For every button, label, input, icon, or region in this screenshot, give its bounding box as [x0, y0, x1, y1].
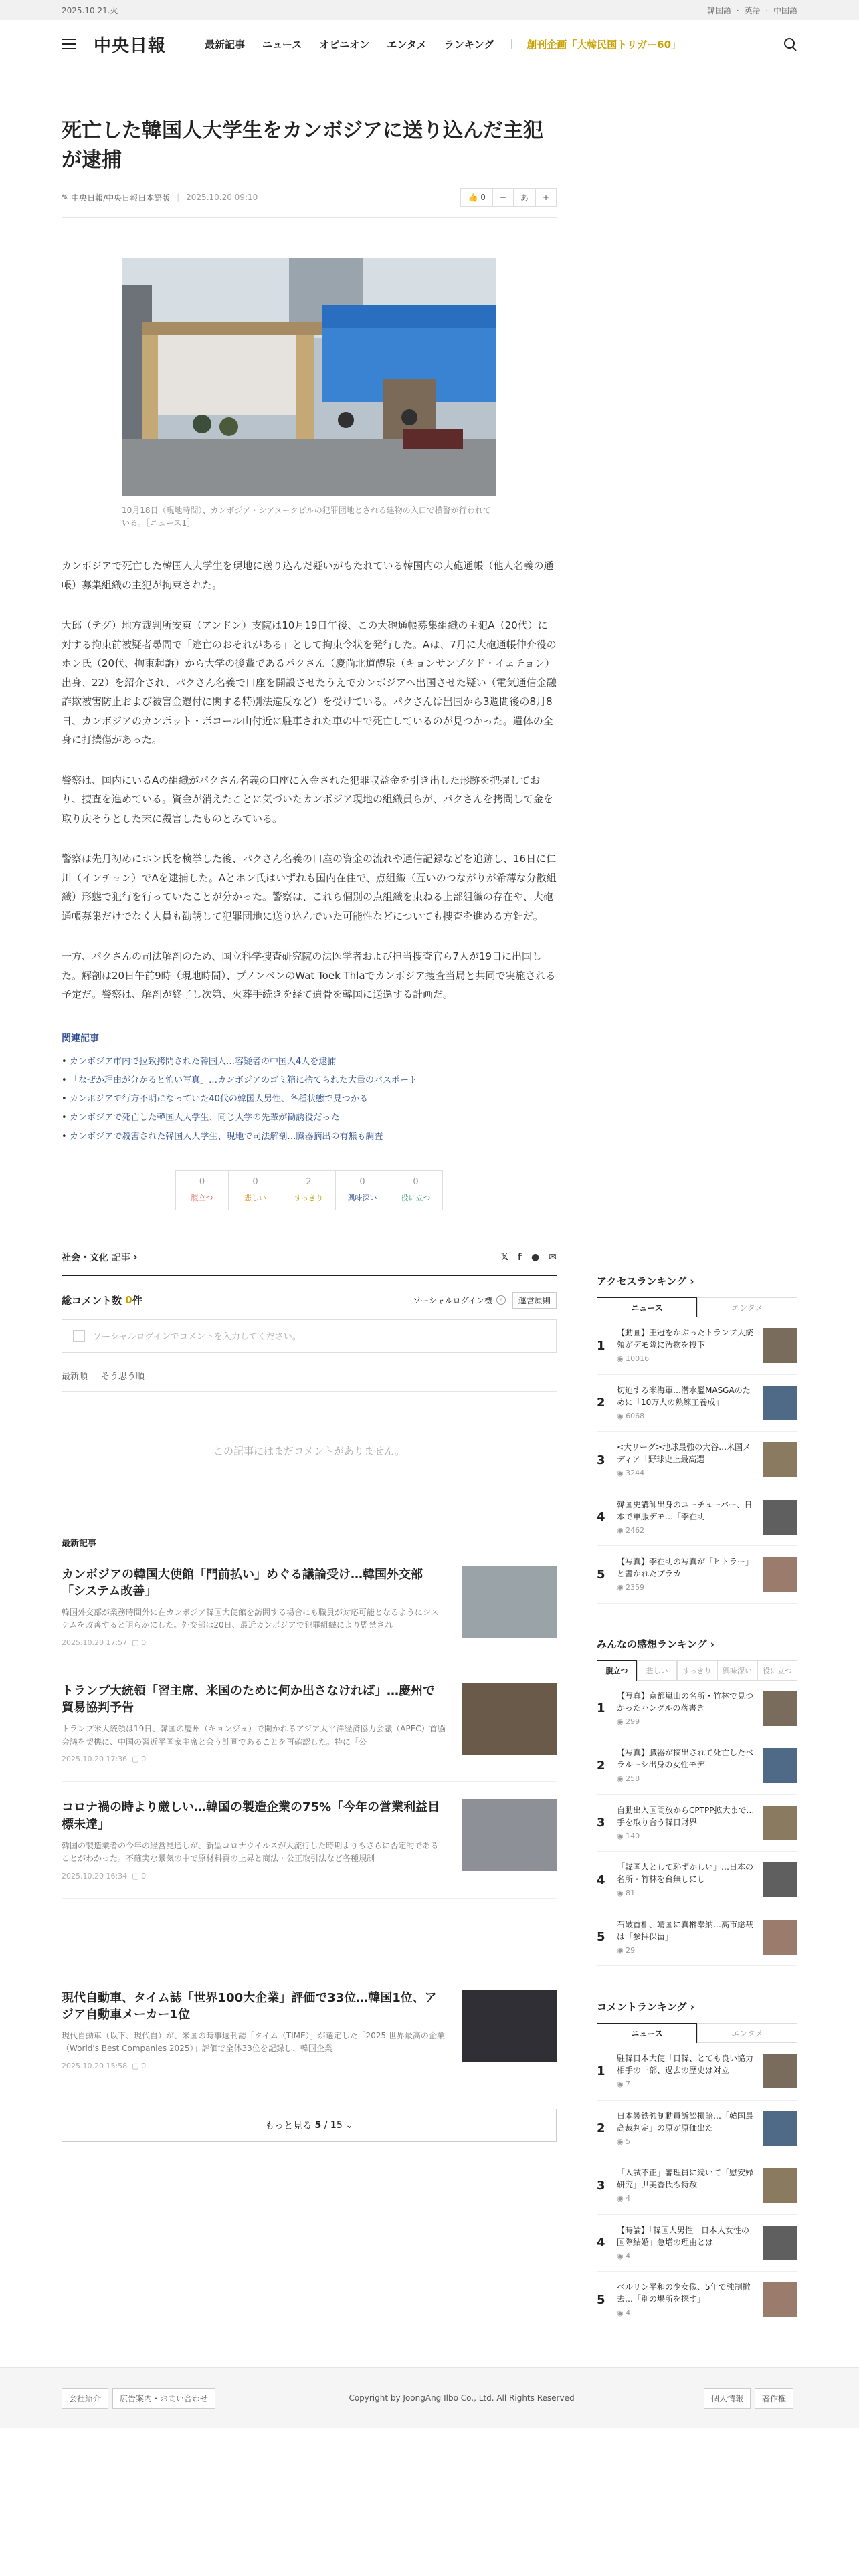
- news-thumbnail[interactable]: [462, 1566, 557, 1638]
- news-summary: 韓国外交部が業務時間外に在カンボジア韓国大使館を訪問する場合にも職員が対応可能となるようにシステムを改善すると明らかにした。外交部は20日、最近カンボジアで犯罪組織により監禁され: [62, 1607, 439, 1630]
- x-share-icon[interactable]: 𝕏: [500, 1251, 508, 1263]
- comment-ranking-title: コメントランキング: [597, 2001, 687, 2013]
- eye-icon: ◉: [617, 2080, 626, 2088]
- ranking-item[interactable]: [597, 1375, 797, 1432]
- ranking-title: 韓国史講師出身のユーチューバー、日本で軍服デモ…「李在明: [617, 1499, 753, 1521]
- view-count: 2359: [626, 1583, 645, 1592]
- ranking-title: 石破首相、靖国に真榊奉納…高市総裁は「参拝保留」: [617, 1919, 754, 1941]
- footer-advertising[interactable]: 広告案内・お問い合わせ: [112, 2388, 215, 2409]
- article-figure: [122, 258, 496, 530]
- eye-icon: ◉: [617, 2309, 626, 2317]
- site-footer: [0, 2367, 859, 2428]
- ranking-item[interactable]: [597, 2101, 797, 2158]
- related-link[interactable]: • カンボジアで殺害された韓国人大学生、現地で司法解剖…臓器摘出の有無も調査: [62, 1128, 557, 1146]
- comment-icon: [73, 1330, 85, 1342]
- rank-number: 5: [597, 2292, 605, 2307]
- sort-agree[interactable]: そう思う順: [101, 1371, 145, 1382]
- article-paragraph: 一方、パクさんの司法解剖のため、国立科学捜査研究院の法医学者および担当捜査官ら7人が19日に出国した。解剖は20日午前9時（現地時間）、プノンペンのWat Toek Thlaでカンボジア捜査当局と共同で実施される予定だ。警察は、解剖が終了し次第、火葬手続きを経て遺骨を韓国に送還する計画だ。: [62, 950, 556, 1001]
- reaction-label: 腹立つ: [191, 1193, 213, 1202]
- tab-entertainment[interactable]: エンタメ: [697, 2023, 797, 2043]
- reaction-label: 興味深い: [347, 1193, 377, 1202]
- article-title: 死亡した韓国人大学生をカンボジアに送り込んだ主犯が逮捕: [62, 119, 543, 172]
- footer-privacy[interactable]: 個人情報: [704, 2388, 751, 2409]
- related-link[interactable]: • カンボジアで死亡した韓国人大学生、同じ大学の先輩が勧誘役だった: [62, 1109, 557, 1128]
- sort-latest[interactable]: 最新順: [62, 1371, 88, 1382]
- eye-icon: ◉: [617, 1717, 626, 1726]
- article-paragraph: 大邱（テグ）地方裁判所安東（アンドン）支院は10月19日午後、この大砲通帳募集組織の主犯A（20代）に対する拘束前被疑者尋問で「逃亡のおそれがある」として拘束令状を発行した。Aは、7月に大砲通帳仲介役のホン氏（20代、拘束起訴）から大学の後輩であるパクさん（慶尚北道醴泉（キョンサンブクド・イェチョン）出身、22）を紹介され、パクさん名義で口座を開設させたうえでカンボジアへ出国させた疑い（電気通信金融詐欺被害防止および被害金還付に関する特別法違反など）を受けている。パクさんは出国から3週間後の8月8日、カンボジアのカンポット・ボコール山付近に駐車された車の中で死亡しているのが見つかった。遺体の全身に打撲傷があった。: [62, 619, 557, 746]
- section-bar: [62, 1251, 557, 1276]
- comment-ranking-tabs: [597, 2023, 797, 2043]
- ranking-title: ベルリン平和の少女像、5年で強制撤去…「別の場所を探す」: [617, 2282, 751, 2304]
- ranking-title: <大リーグ>地球最強の大谷…米国メディア「野球史上最高選: [617, 1442, 751, 1464]
- rank-number: 2: [597, 2121, 605, 2136]
- rank-number: 1: [597, 1701, 605, 1716]
- chevron-right-icon: ›: [710, 1638, 714, 1650]
- font-larger-button[interactable]: +: [536, 188, 557, 207]
- news-comment-count: 0: [141, 2062, 147, 2071]
- line-share-icon[interactable]: ●: [531, 1251, 540, 1263]
- eye-icon: ◉: [617, 1831, 626, 1840]
- ranking-title: 【動画】王冠をかぶったトランプ大統領がデモ隊に汚物を投下: [617, 1328, 754, 1350]
- view-count: 5: [626, 2137, 631, 2146]
- chevron-down-icon: ⌄: [345, 2120, 353, 2131]
- news-title[interactable]: トランプ大統領「習主席、米国のために何か出さなければ」…慶州で貿易協判予告: [62, 1683, 435, 1715]
- reaction-button[interactable]: [229, 1170, 282, 1210]
- ranking-item[interactable]: [597, 2043, 797, 2101]
- rank-number: 3: [597, 1816, 605, 1830]
- current-date: 2025.10.21.火: [62, 5, 118, 15]
- eye-icon: ◉: [617, 1774, 626, 1783]
- ranking-thumbnail: [763, 1862, 797, 1897]
- news-thumbnail[interactable]: [462, 1799, 557, 1871]
- ranking-item[interactable]: [597, 2157, 797, 2215]
- main-nav: [205, 37, 698, 51]
- ranking-item[interactable]: [597, 2215, 797, 2272]
- rank-number: 1: [597, 1338, 605, 1353]
- reaction-button[interactable]: [336, 1170, 389, 1210]
- empty-comments: この記事にはまだコメントがありません。: [62, 1392, 557, 1513]
- eye-icon: ◉: [617, 1945, 626, 1955]
- ranking-thumbnail: [763, 2111, 797, 2146]
- copyright: Copyright by JoongAng Ilbo Co., Ltd. All Rights Reserved: [349, 2393, 575, 2403]
- article-body: [62, 556, 557, 1004]
- rank-number: 3: [597, 2178, 605, 2193]
- rank-number: 5: [597, 1567, 605, 1582]
- comment-count-label: 総コメント数: [62, 1294, 122, 1307]
- eye-icon: ◉: [617, 1525, 626, 1535]
- ranking-thumbnail: [763, 1748, 797, 1783]
- eye-icon: ◉: [617, 1354, 626, 1363]
- news-summary: 現代自動車（以下、現代自）が、米国の時事週刊誌「タイム（TIME）」が選定した「2025 世界最高の企業（World's Best Companies 2025）」評価で全体33位を記録し、韓国企業: [62, 2031, 445, 2054]
- ranking-thumbnail: [763, 1442, 797, 1477]
- ranking-title: 「入試不正」審理員に続いて「慰安婦研究」尹美香氏も特赦: [617, 2168, 754, 2189]
- eye-icon: ◉: [617, 1583, 626, 1592]
- rank-number: 5: [597, 1930, 605, 1945]
- latest-heading: 最新記事: [62, 1538, 97, 1549]
- comment-icon: ▢: [132, 1755, 142, 1764]
- ranking-thumbnail: [763, 1557, 797, 1592]
- ranking-item[interactable]: [597, 1317, 797, 1375]
- nav-opinion[interactable]: オピニオン: [319, 38, 370, 51]
- tab-interesting[interactable]: 興味深い: [717, 1660, 757, 1681]
- nav-ranking[interactable]: ランキング: [444, 38, 494, 51]
- tab-news[interactable]: ニュース: [597, 1297, 697, 1317]
- ranking-thumbnail: [763, 2226, 797, 2260]
- reaction-count: 0: [359, 1176, 365, 1187]
- news-item[interactable]: [62, 1782, 557, 1898]
- help-icon[interactable]: ?: [496, 1295, 506, 1305]
- social-login-label: ソーシャルログイン機: [413, 1295, 492, 1305]
- impression-ranking: [597, 1637, 797, 1967]
- news-comment-count: 0: [141, 1638, 147, 1647]
- thumb-up-icon: 👍: [468, 193, 481, 202]
- tab-news[interactable]: ニュース: [597, 2023, 697, 2043]
- footer-company[interactable]: 会社紹介: [62, 2388, 108, 2409]
- footer-copyright[interactable]: 著作権: [755, 2388, 793, 2409]
- reaction-label: 悲しい: [244, 1193, 266, 1202]
- chevron-right-icon: ›: [690, 2001, 694, 2013]
- section-category[interactable]: 社会・文化: [62, 1252, 108, 1263]
- chevron-right-icon: ›: [690, 1275, 694, 1287]
- news-title[interactable]: カンボジアの韓国大使館「門前払い」めぐる議論受け…韓国外交部「システム改善」: [62, 1567, 423, 1598]
- news-item[interactable]: [62, 1549, 557, 1665]
- section-suffix: 記事: [111, 1252, 130, 1263]
- reaction-label: 役に立つ: [401, 1193, 431, 1202]
- tab-useful[interactable]: 役に立つ: [757, 1660, 797, 1681]
- comment-icon: ▢: [132, 1871, 142, 1881]
- article-paragraph: 警察は、国内にいるAの組織がパクさん名義の口座に入金された犯罪収益金を引き出した形跡を把握しており、捜査を進めている。資金が消えたことに気づいたカンボジア現地の組織員らが、パクさんを拷問して金を取り戻そうとした末に殺害したものとみている。: [62, 774, 554, 825]
- news-date: 2025.10.20 17:57: [62, 1638, 128, 1647]
- view-count: 7: [626, 2080, 631, 2088]
- font-size-label: あ: [514, 188, 536, 207]
- ranking-title: 【時論】「韓国人男性－日本人女性の国際結婚」急増の理由とは: [617, 2225, 750, 2247]
- tab-refreshing[interactable]: すっきり: [677, 1660, 717, 1681]
- reaction-count: 0: [252, 1176, 258, 1187]
- view-count: 4: [626, 2309, 631, 2317]
- ranking-title: 切迫する米海軍…潜水艦MASGAのために「10万人の熟練工養成」: [617, 1385, 751, 1407]
- photo-caption: 10月18日（現地時間）、カンボジア・シアヌークビルの犯罪団地とされる建物の入口で横警が行われている。［ニュース1］: [122, 506, 491, 528]
- news-item[interactable]: [62, 1972, 557, 2088]
- eye-icon: ◉: [617, 2251, 626, 2260]
- reaction-button[interactable]: [282, 1170, 336, 1210]
- view-count: 10016: [626, 1354, 650, 1363]
- news-thumbnail[interactable]: [462, 1683, 557, 1755]
- impression-ranking-title: みんなの感想ランキング: [597, 1638, 707, 1650]
- rank-number: 1: [597, 2064, 605, 2078]
- ranking-title: 「韓国人として恥ずかしい」…日本の名所・竹林を台無しにし: [617, 1862, 754, 1884]
- site-header: [0, 20, 859, 68]
- latest-list: [62, 1549, 557, 2089]
- article-tools: [460, 188, 557, 207]
- rank-number: 2: [597, 1396, 605, 1410]
- search-icon[interactable]: [783, 37, 797, 51]
- access-ranking: [597, 1274, 797, 1604]
- related-link[interactable]: • カンボジア市内で拉致拷問された韓国人…容疑者の中国人4人を逮捕: [62, 1053, 557, 1071]
- comment-input[interactable]: ソーシャルログインでコメントを入力してください。: [62, 1319, 557, 1353]
- related-link[interactable]: • 「なぜか理由が分かると怖い写真」…カンボジアのゴミ箱に捨てられた大量のパスポート: [62, 1071, 557, 1090]
- eye-icon: ◉: [617, 1411, 626, 1420]
- utility-bar: [0, 0, 859, 20]
- article-byline: ✎ 中央日報/中央日報日本語版 | 2025.10.20 09:10 👍 0 − あ +: [62, 188, 557, 218]
- nav-entertainment[interactable]: エンタメ: [387, 38, 427, 51]
- language-links: 韓国語 · 英語 · 中国語: [706, 5, 797, 15]
- sidebar: [597, 1274, 797, 2363]
- nav-news[interactable]: ニュース: [262, 38, 302, 51]
- eye-icon: ◉: [617, 1889, 626, 1897]
- share-buttons: [501, 1252, 557, 1263]
- eye-icon: ◉: [617, 2137, 626, 2146]
- ranking-item[interactable]: [597, 1432, 797, 1489]
- lang-korean[interactable]: 韓国語: [706, 5, 731, 15]
- related-link[interactable]: • カンボジアで行方不明になっていた40代の韓国人男性、各種状態で見つかる: [62, 1090, 557, 1109]
- ranking-title: 【写真】臓器が摘出されて死亡したベラルーシ出身の女性モデ: [617, 1748, 754, 1769]
- site-logo[interactable]: 中央日報: [94, 35, 167, 56]
- reaction-button[interactable]: [389, 1170, 443, 1210]
- article-author: 中央日報/中央日報日本語版: [71, 193, 171, 203]
- ranking-title: 駐韓日本大使「日韓、とても良い協力相手の一部、過去の歴史は対立: [617, 2054, 754, 2075]
- rank-number: 2: [597, 1758, 605, 1773]
- ranking-thumbnail: [763, 1386, 797, 1420]
- chevron-right-icon: ›: [133, 1251, 138, 1263]
- eye-icon: ◉: [617, 1469, 626, 1477]
- lang-chinese[interactable]: 中国語: [773, 5, 797, 15]
- view-count: 4: [626, 2194, 631, 2203]
- comment-count: 0: [125, 1294, 132, 1307]
- view-count: 6068: [626, 1411, 645, 1420]
- access-ranking-tabs: [597, 1297, 797, 1317]
- reaction-count: 0: [413, 1176, 419, 1187]
- view-count: 29: [626, 1945, 636, 1955]
- ranking-thumbnail: [763, 1328, 797, 1363]
- impression-ranking-tabs: [597, 1660, 797, 1681]
- article-paragraph: カンボジアで死亡した韓国人大学生を現地に送り込んだ疑いがもたれている韓国内の大砲通帳（他人名義の通帳）募集組織の主犯が拘束された。: [62, 560, 554, 591]
- ranking-thumbnail: [763, 2168, 797, 2203]
- article: [62, 116, 557, 2142]
- nav-special-feature[interactable]: 創刊企画「大韓民国トリガー60」: [527, 38, 682, 51]
- font-smaller-button[interactable]: −: [493, 188, 514, 207]
- view-count: 2462: [626, 1525, 645, 1535]
- ranking-title: 【写真】李在明の写真が「ヒトラー」と書かれたプラカ: [617, 1557, 754, 1578]
- ranking-thumbnail: [763, 1806, 797, 1840]
- article-photo[interactable]: [122, 258, 496, 496]
- related-articles: [62, 1031, 557, 1146]
- comment-sort-tabs: [62, 1369, 557, 1392]
- rank-number: 4: [597, 2236, 605, 2250]
- rank-number: 3: [597, 1453, 605, 1467]
- facebook-share-icon[interactable]: f: [517, 1251, 522, 1263]
- reaction-button[interactable]: [175, 1170, 229, 1210]
- ranking-item[interactable]: [597, 1489, 797, 1547]
- ranking-thumbnail: [763, 1500, 797, 1535]
- reaction-count: 2: [306, 1176, 312, 1187]
- article-paragraph: 警察は先月初めにホン氏を検挙した後、パクさん名義の口座の資金の流れや通信記録などを追跡し、16日に仁川（インチョン）でAを逮捕した。Aとホン氏はいずれも国内在住で、点組織（互いのつながりが希薄な分散組織）形態で犯行を行っていたことが分かった。警察は、これら個別の点組織を束ねる上部組織の存在や、大砲通帳募集だけでなく人員も勧誘して犯罪団地に送り込んでいた可能性などについても捜査を進める方針だ。: [62, 853, 557, 922]
- ranking-thumbnail: [763, 2282, 797, 2317]
- ranking-item[interactable]: [597, 1852, 797, 1909]
- view-count: 258: [626, 1774, 640, 1783]
- view-count: 140: [626, 1831, 640, 1840]
- reaction-buttons: [62, 1170, 557, 1210]
- pen-icon: ✎: [62, 193, 69, 202]
- comments-section: 総コメント数 0 件 ソーシャルログイン機 ? 運営原則 ソーシャルログインでコメントを入力してください。 最新順 そう思う順 この記事にはまだコメントがありません。: [62, 1292, 557, 1513]
- ranking-item[interactable]: [597, 1737, 797, 1795]
- news-thumbnail[interactable]: [462, 1990, 557, 2062]
- mail-share-icon[interactable]: ✉: [549, 1251, 557, 1263]
- view-count: 3244: [626, 1469, 645, 1477]
- nav-divider: [511, 39, 512, 49]
- access-ranking-title: アクセスランキング: [597, 1275, 687, 1287]
- ranking-title: 自動出入国間放からCPTPP拡大まで…手を取り合う韓日財界: [617, 1805, 755, 1827]
- ranking-title: 【写真】京都嵐山の名所・竹林で見つかったハングルの落書き: [617, 1691, 754, 1713]
- policy-button[interactable]: 運営原則: [512, 1292, 557, 1309]
- ranking-item[interactable]: [597, 1795, 797, 1852]
- news-item[interactable]: [62, 1665, 557, 1782]
- reaction-label: すっきり: [294, 1193, 324, 1202]
- ranking-item[interactable]: [597, 1909, 797, 1967]
- news-title[interactable]: 現代自動車、タイム誌「世界100大企業」評価で33位…韓国1位、アジア自動車メーカー1位: [62, 1990, 437, 2022]
- ranking-item[interactable]: [597, 1546, 797, 1604]
- nav-latest[interactable]: 最新記事: [205, 38, 246, 51]
- news-summary: トランプ米大統領は19日、韓国の慶州（キョンジュ）で開かれるアジア太平洋経済協力会議（APEC）首脳会議を契機に、中国の習近平国家主席と会う計画であることを再確認した。特に「公: [62, 1724, 446, 1747]
- article-date: 2025.10.20 09:10: [186, 193, 258, 202]
- tab-angry[interactable]: 腹立つ: [597, 1660, 637, 1681]
- view-count: 299: [626, 1717, 640, 1726]
- more-button[interactable]: もっと見る 5 / 15 ⌄: [62, 2109, 557, 2142]
- ranking-thumbnail: [763, 2054, 797, 2088]
- view-count: 4: [626, 2251, 631, 2260]
- news-date: 2025.10.20 15:58: [62, 2062, 128, 2071]
- news-date: 2025.10.20 16:34: [62, 1871, 128, 1881]
- lang-english[interactable]: 英語: [744, 5, 761, 15]
- related-heading: 関連記事: [62, 1033, 99, 1044]
- eye-icon: ◉: [617, 2194, 626, 2203]
- news-comment-count: 0: [141, 1871, 147, 1881]
- ranking-thumbnail: [763, 1691, 797, 1726]
- news-comment-count: 0: [141, 1755, 147, 1764]
- rank-number: 4: [597, 1872, 605, 1887]
- ranking-thumbnail: [763, 1920, 797, 1955]
- comment-icon: ▢: [132, 1638, 142, 1647]
- comment-ranking: [597, 2000, 797, 2329]
- reaction-count: 0: [199, 1176, 205, 1187]
- tab-sad[interactable]: 悲しい: [637, 1660, 677, 1681]
- rank-number: 4: [597, 1510, 605, 1525]
- ranking-title: 日本製鉄強制動員訴訟損賠…「韓国最高裁判定」の原が原価出た: [617, 2111, 754, 2133]
- like-button[interactable]: 👍 0: [460, 188, 492, 207]
- ranking-item[interactable]: [597, 1681, 797, 1738]
- comment-icon: ▢: [132, 2062, 142, 2071]
- news-date: 2025.10.20 17:36: [62, 1755, 128, 1764]
- menu-icon[interactable]: [62, 39, 76, 49]
- news-title[interactable]: コロナ禍の時より厳しい…韓国の製造企業の75%「今年の営業利益目標未達」: [62, 1800, 440, 1832]
- ranking-item[interactable]: [597, 2272, 797, 2329]
- news-summary: 韓国の製造業者の今年の経営見通しが、新型コロナウイルスが大流行した時期よりもさらに否定的であることがわかった。不確実な景気の中で原材料費の上昇と商法・公正取引法など各種規制: [62, 1840, 439, 1863]
- tab-entertainment[interactable]: エンタメ: [697, 1297, 797, 1317]
- view-count: 81: [626, 1889, 636, 1897]
